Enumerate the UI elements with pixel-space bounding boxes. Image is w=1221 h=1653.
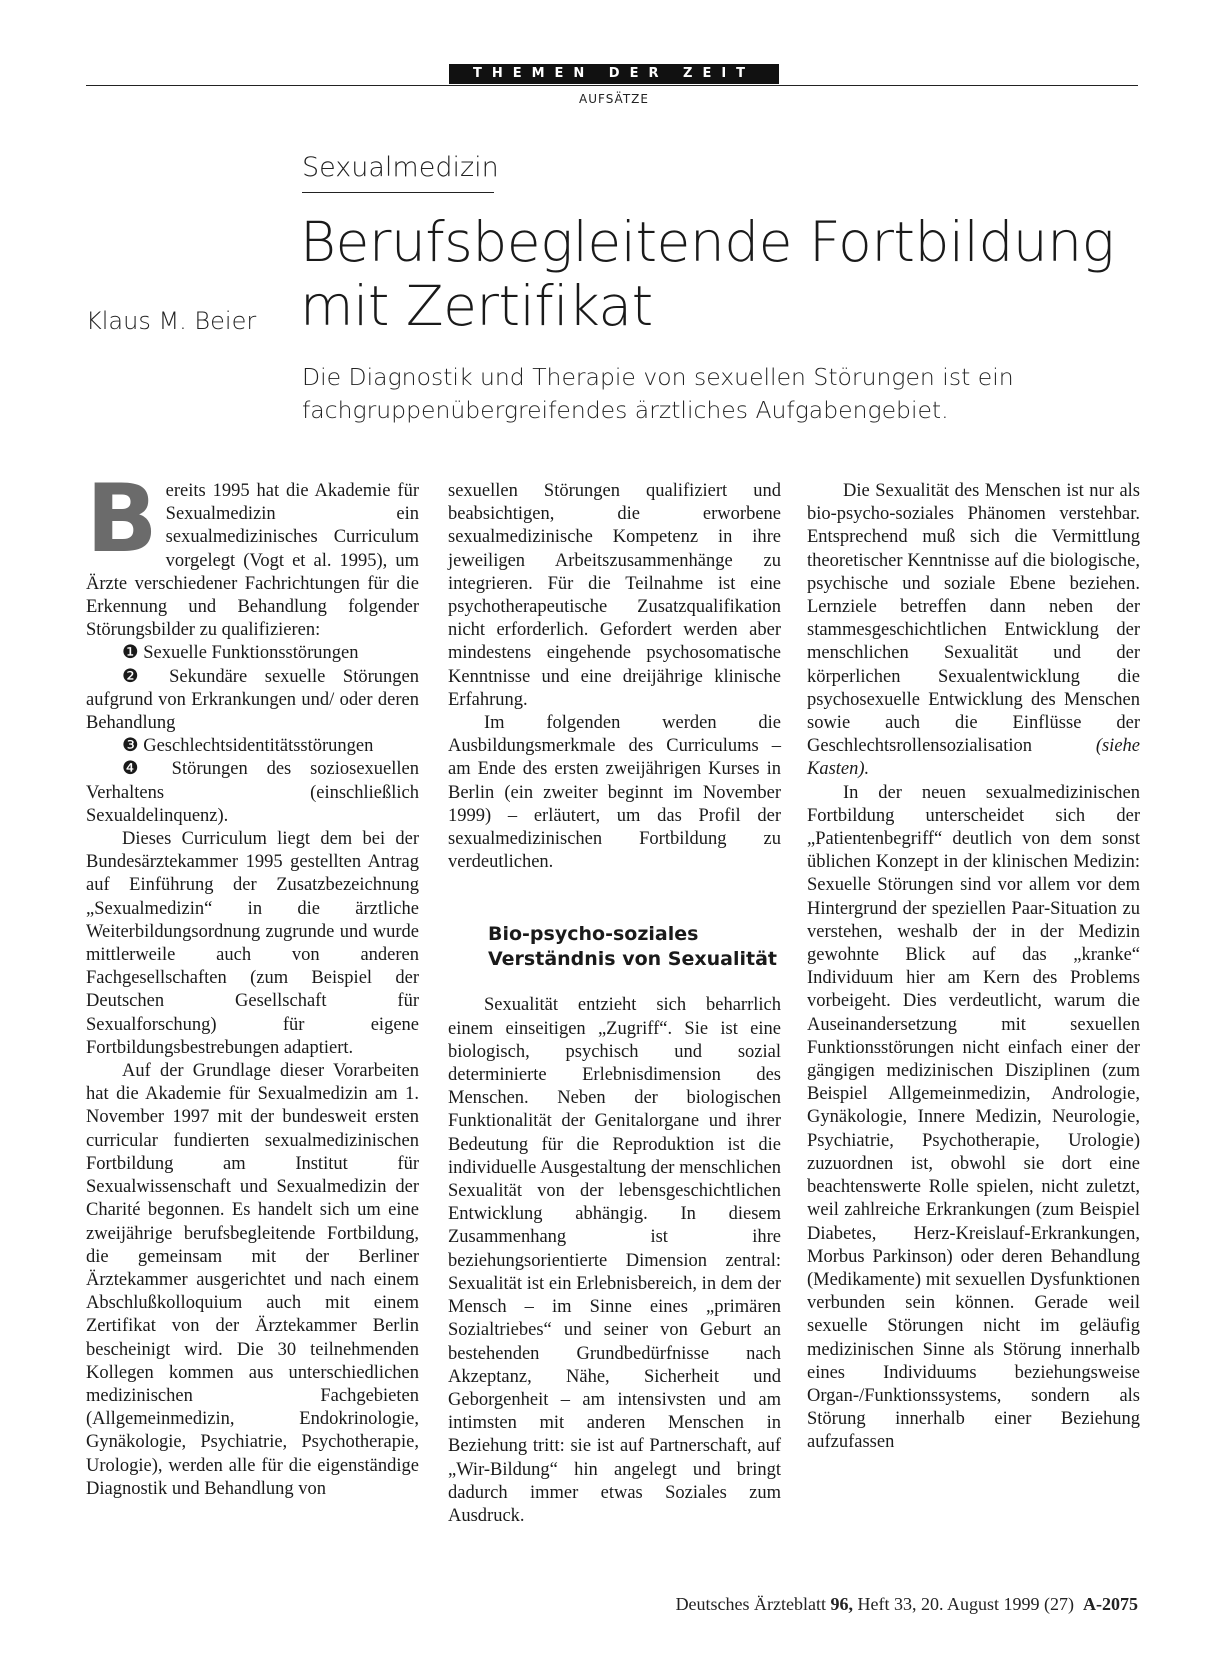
journal-volume: 96, bbox=[830, 1594, 854, 1614]
paragraph-text: ereits 1995 hat die Akademie für Sexualmedizin ein sexualmedizinisches Curriculum vorgelegt (Vogt et al. 1995), um Ärzte verschiedener Fachrichtungen für die Erkennung und Behandlung folgender Störungsbilder zu qualifizieren: bbox=[86, 481, 419, 641]
header-rule bbox=[86, 85, 1138, 86]
section-heading-line-2: Verständnis von Sexualität bbox=[488, 948, 777, 971]
section-banner: THEMEN DER ZEIT bbox=[449, 64, 779, 84]
paragraph: In der neuen sexualmedizinischen Fortbildung unterscheidet sich der „Patientenbegriff“ deutlich von dem sonst üblichen Konzept in der klinischen Medizin: Sexuelle Störungen sind vor allem vor dem Hintergrund der speziellen Paar-Situation zu verstehen, weshalb der in der Medizin gewohnte Blick auf das „kranke“ Individuum hier am Kern des Problems vorbeigeht. Dies verdeutlicht, warum die Auseinandersetzung mit sexuellen Funktionsstörungen nicht einfach einer der gängigen medizinischen Disziplinen (zum Beispiel Allgemeinmedizin, Andrologie, Gynäkologie, Innere Medizin, Neurologie, Psychiatrie, Psychotherapie, Urologie) zuzuordnen ist, obwohl sie dort eine beachtenswerte Rolle spielen, nicht zuletzt, weil zahlreiche Erkrankungen (zum Beispiel Diabetes, Herz-Kreislauf-Erkrankungen, Morbus Parkinson) oder deren Behandlung (Medikamente) mit sexuellen Dysfunktionen verbunden sein können. Gerade weil sexuelle Störungen nicht im geläufig medizinischen Sinne als Störung innerhalb eines Individuums beziehungsweise Organ-/Funktionssystems, sondern als Störung innerhalb einer Beziehung aufzufassen bbox=[807, 782, 1140, 1453]
paragraph bbox=[807, 480, 1140, 782]
drop-cap: B bbox=[86, 465, 158, 574]
page-number: A-2075 bbox=[1083, 1594, 1138, 1614]
list-item: ❶ Sexuelle Funktionsstörungen bbox=[122, 643, 359, 664]
article-kicker: Sexualmedizin bbox=[302, 152, 499, 183]
lede-line-2: fachgruppenübergreifendes ärztliches Aufgabengebiet. bbox=[302, 396, 949, 424]
list-item: ❸ Geschlechtsidentitätsstörungen bbox=[122, 736, 374, 757]
paragraph: Im folgenden werden die Ausbildungsmerkmale des Curriculums – am Ende des ersten zweijährigen Kurses in Berlin (ein zweiter beginnt im November 1999) – erläutert, um das Profil der sexualmedizinischen Fortbildung zu verdeutlichen. bbox=[448, 713, 781, 873]
page-footer bbox=[560, 1594, 1138, 1615]
paragraph: Sexualität entzieht sich beharrlich einem einseitigen „Zugriff“. Sie ist eine biologisch, psychisch und sozial determinierte Erlebnisdimension des Menschen. Neben der biologischen Funktionalität der Genitalorgane und ihrer Bedeutung für die Reproduktion ist die individuelle Ausgestaltung der menschlichen Sexualität von der lebensgeschichtlichen Entwicklung abhängig. In diesem Zusammenhang ist ihre beziehungsorientierte Dimension zentral: Sexualität ist ein Erlebnisbereich, in dem der Mensch – im Sinne eines „primären Sozialtriebes“ und seiner von Geburt an bestehenden Grundbedürfnisse nach Akzeptanz, Nähe, Sicherheit und Geborgenheit – am intensivsten und am intimsten mit anderen Menschen in Beziehung tritt: sie ist auf Partnerschaft, auf „Wir-Bildung“ hin angelegt und bringt dadurch immer etwas Soziales zum Ausdruck. bbox=[448, 995, 781, 1526]
article-author: Klaus M. Beier bbox=[86, 307, 257, 335]
paragraph bbox=[86, 465, 419, 642]
list-item: ❷ Sekundäre sexuelle Störungen aufgrund von Erkrankungen und/ oder deren Behandlung bbox=[86, 666, 419, 734]
paragraph: Dieses Curriculum liegt dem bei der Bundesärztekammer 1995 gestellten Antrag auf Einführung der Zusatzbezeichnung „Sexualmedizin“ in die ärztliche Weiterbildungsordnung zugrunde und wurde mittlerweile auch von anderen Fachgesellschaften (zum Beispiel der Deutschen Gesellschaft für Sexualforschung) für eigene Fortbildungsbestrebungen adaptiert. bbox=[86, 829, 419, 1058]
journal-name: Deutsches Ärzteblatt bbox=[675, 1594, 827, 1614]
section-heading-line-1: Bio-psycho-soziales bbox=[488, 923, 699, 946]
section-heading bbox=[488, 922, 781, 972]
article-title bbox=[300, 210, 1160, 338]
kicker-underline bbox=[302, 192, 494, 193]
paragraph: sexuellen Störungen qualifiziert und beabsichtigen, die erworbene sexualmedizinische Kompetenz in ihre jeweiligen Arbeitszusammenhänge zu integrieren. Für die Teilnahme ist eine psychotherapeutische Zusatzqualifikation nicht erforderlich. Gefordert werden aber mindestens eingehende psychosomatische Kenntnisse und eine dreijährige klinische Erfahrung. bbox=[448, 481, 781, 710]
title-line-1: Berufsbegleitende Fortbildung bbox=[300, 210, 1115, 274]
journal-issue: Heft 33, 20. August 1999 (27) bbox=[857, 1594, 1074, 1614]
section-subtitle: AUFSÄTZE bbox=[579, 92, 649, 106]
box-reference: (siehe Kasten). bbox=[807, 736, 1140, 780]
text-column-3 bbox=[807, 480, 1140, 1455]
text-column-1 bbox=[86, 465, 419, 1501]
text-column-2 bbox=[448, 480, 781, 1528]
paragraph-text: Die Sexualität des Menschen ist nur als bio-psycho-soziales Phänomen verstehbar. Entsprechend muß sich die Vermittlung theoretischer Kenntnisse auf die biologische, psychische und soziale Ebene beziehen. Lernziele betreffen dann neben der stammesgeschichtlichen Entwicklung der menschlichen Sexualität und der körperlichen Sexualentwicklung die psychosexuelle Entwicklung des Menschen sowie auch die Einflüsse der Geschlechtsrollensozialisation bbox=[807, 481, 1140, 757]
list-item: ❹ Störungen des soziosexuellen Verhaltens (einschließlich Sexualdelinquenz). bbox=[86, 759, 419, 826]
lede-line-1: Die Diagnostik und Therapie von sexuellen Störungen ist ein bbox=[302, 363, 1014, 391]
article-lede bbox=[302, 361, 1162, 427]
title-line-2: mit Zertifikat bbox=[300, 274, 653, 338]
paragraph: Auf der Grundlage dieser Vorarbeiten hat die Akademie für Sexualmedizin am 1. November 1997 mit der bundesweit ersten curricular fundierten sexualmedizinischen Fortbildung am Institut für Sexualwissenschaft und Sexualmedizin der Charité begonnen. Es handelt sich um eine zweijährige berufsbegleitende Fortbildung, die gemeinsam mit der Berliner Ärztekammer ausgerichtet und nach einem Abschlußkolloquium auch mit einem Zertifikat von der Ärztekammer Berlin bescheinigt wird. Die 30 teilnehmenden Kollegen kommen aus unterschiedlichen medizinischen Fachgebieten (Allgemeinmedizin, Endokrinologie, Gynäkologie, Psychiatrie, Psychotherapie, Urologie), werden alle für die eigenständige Diagnostik und Behandlung von bbox=[86, 1061, 419, 1499]
